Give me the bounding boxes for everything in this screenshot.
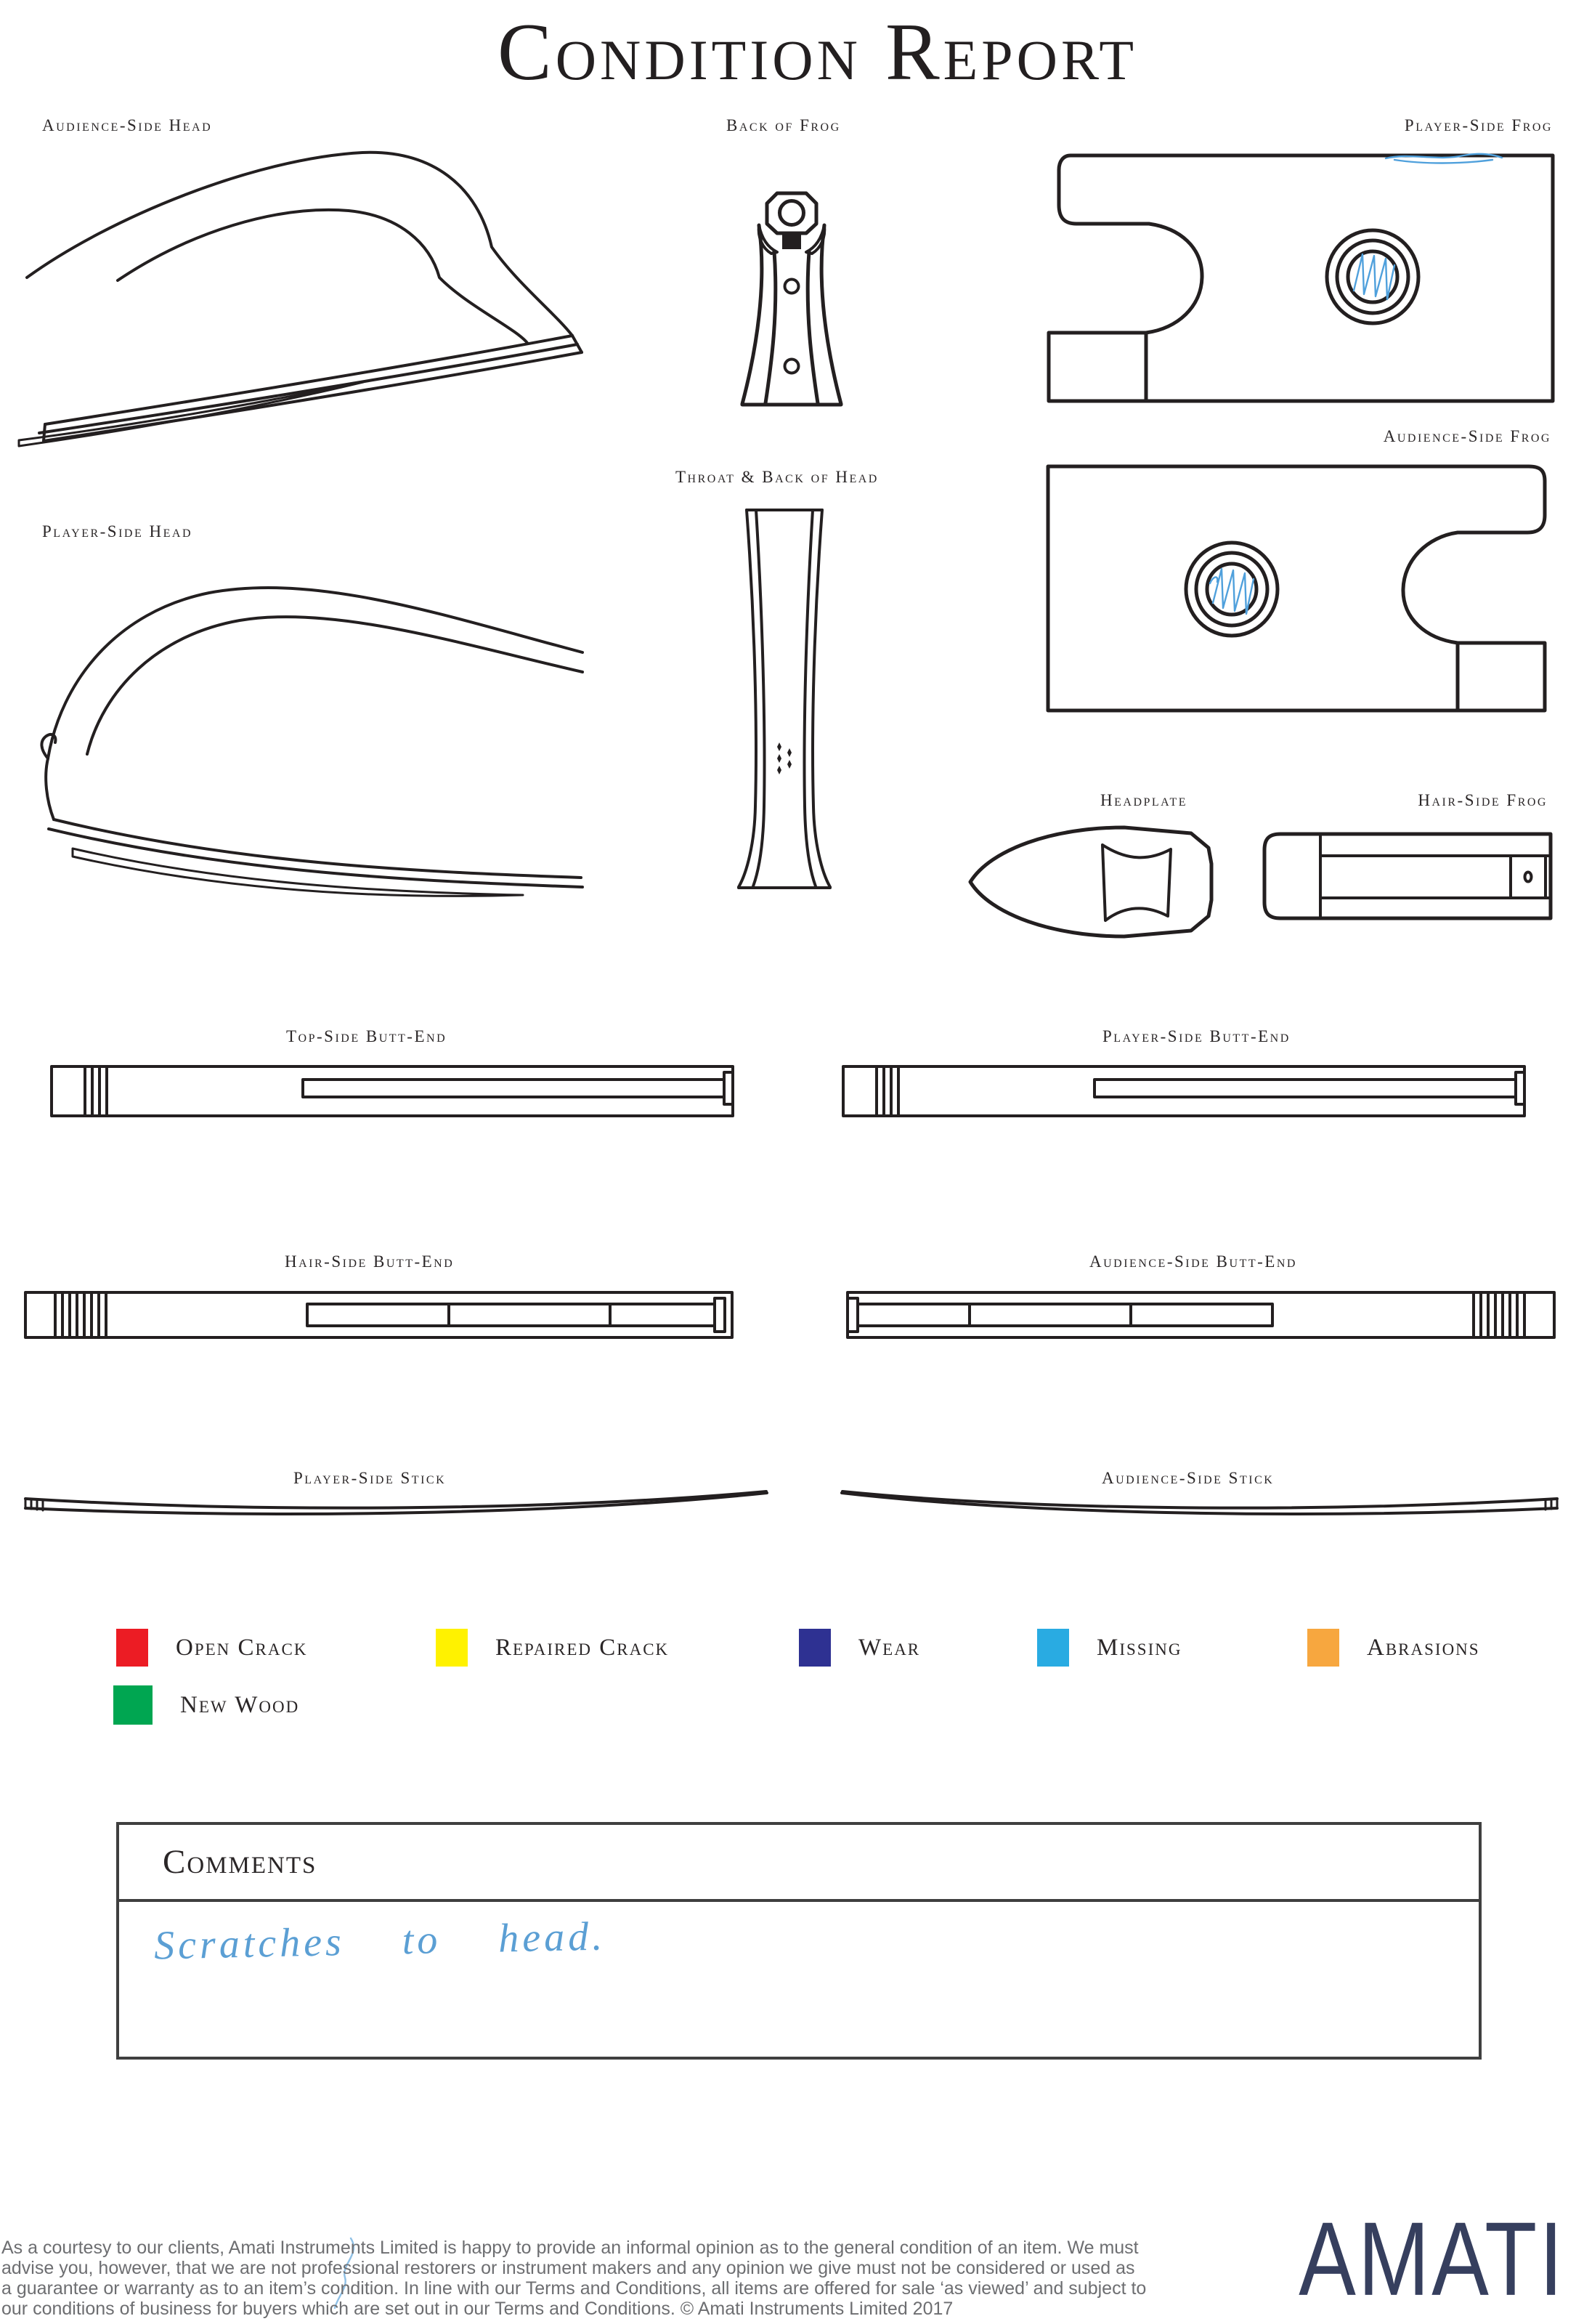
label-back-of-frog: Back of Frog — [726, 116, 841, 134]
label-top-side-butt-end: Top-Side Butt-End — [286, 1027, 447, 1045]
disclaimer-line: our conditions of business for buyers which are set out in our Terms and Conditions. © Amati Instruments Limited 2017 — [1, 2299, 954, 2319]
audience-side-stick-drawing — [837, 1484, 1563, 1522]
repaired-crack-swatch — [436, 1629, 468, 1667]
disclaimer-line: a guarantee or warranty as to an item’s condition. In line with our Terms and Conditions, all items are offered for sale ‘as viewed’ and subject to — [1, 2278, 1147, 2299]
comments-header — [119, 1825, 1479, 1902]
legend-label: Repaired Crack — [495, 1634, 670, 1661]
throat-back-of-head-drawing — [734, 501, 842, 901]
player-side-butt-end-drawing — [839, 1059, 1536, 1125]
label-player-side-butt-end: Player-Side Butt-End — [1102, 1027, 1291, 1045]
hair-side-butt-end-drawing — [20, 1281, 741, 1348]
label-throat-back-of-head: Throat & Back of Head — [675, 468, 879, 486]
back-of-frog-drawing — [726, 182, 872, 414]
legend-item-missing — [1037, 1629, 1182, 1667]
legend-item-wear — [799, 1629, 920, 1667]
legend-label: Abrasions — [1367, 1634, 1480, 1661]
label-player-side-head: Player-Side Head — [42, 522, 193, 540]
handwritten-comment: Scratches to head. — [153, 1914, 606, 1969]
disclaimer-text — [1, 2238, 1174, 2319]
label-player-side-stick: Player-Side Stick — [293, 1469, 447, 1487]
label-audience-side-frog: Audience-Side Frog — [1383, 427, 1551, 445]
audience-side-head-drawing — [15, 138, 588, 458]
comments-title: Comments — [163, 1843, 317, 1881]
page-title: Condition Report — [497, 7, 1137, 97]
disclaimer-line: As a courtesy to our clients, Amati Instruments Limited is happy to provide an informal opinion as to the general condition of an item. We must — [1, 2238, 1139, 2258]
new-wood-swatch — [113, 1685, 153, 1725]
legend-item-abrasions — [1307, 1629, 1480, 1667]
label-headplate: Headplate — [1100, 791, 1187, 809]
player-side-stick-drawing — [18, 1484, 773, 1522]
legend-label: Wear — [858, 1634, 921, 1661]
audience-side-butt-end-drawing — [839, 1281, 1559, 1348]
disclaimer-line: advise you, however, that we are not professional restorers or instrument makers and any opinion we give must not be considered or used as — [1, 2258, 1135, 2278]
label-hair-side-butt-end: Hair-Side Butt-End — [285, 1252, 455, 1271]
label-audience-side-stick: Audience-Side Stick — [1102, 1469, 1275, 1487]
legend-label: Missing — [1097, 1634, 1182, 1661]
player-side-frog-drawing — [1046, 145, 1565, 410]
brand-logo: AMATI — [1299, 2200, 1565, 2318]
legend-label: Open Crack — [176, 1634, 308, 1661]
audience-side-frog-drawing — [1042, 461, 1561, 719]
legend-item-open-crack — [116, 1629, 307, 1667]
legend-item-new-wood — [113, 1685, 299, 1725]
player-side-head-drawing — [15, 559, 588, 901]
missing-swatch — [1037, 1629, 1069, 1667]
legend-label: New Wood — [180, 1691, 300, 1718]
hair-side-frog-drawing — [1260, 828, 1558, 926]
open-crack-swatch — [116, 1629, 148, 1667]
pen-scribble-player-frog-eye — [1354, 254, 1394, 299]
label-audience-side-butt-end: Audience-Side Butt-End — [1089, 1252, 1297, 1271]
label-hair-side-frog: Hair-Side Frog — [1418, 791, 1548, 809]
label-player-side-frog: Player-Side Frog — [1404, 116, 1553, 134]
headplate-drawing — [966, 817, 1220, 941]
wear-swatch — [799, 1629, 831, 1667]
comments-box — [116, 1822, 1482, 2060]
legend-item-repaired-crack — [436, 1629, 669, 1667]
label-audience-side-head: Audience-Side Head — [42, 116, 213, 134]
top-side-butt-end-drawing — [47, 1059, 744, 1125]
abrasions-swatch — [1307, 1629, 1339, 1667]
